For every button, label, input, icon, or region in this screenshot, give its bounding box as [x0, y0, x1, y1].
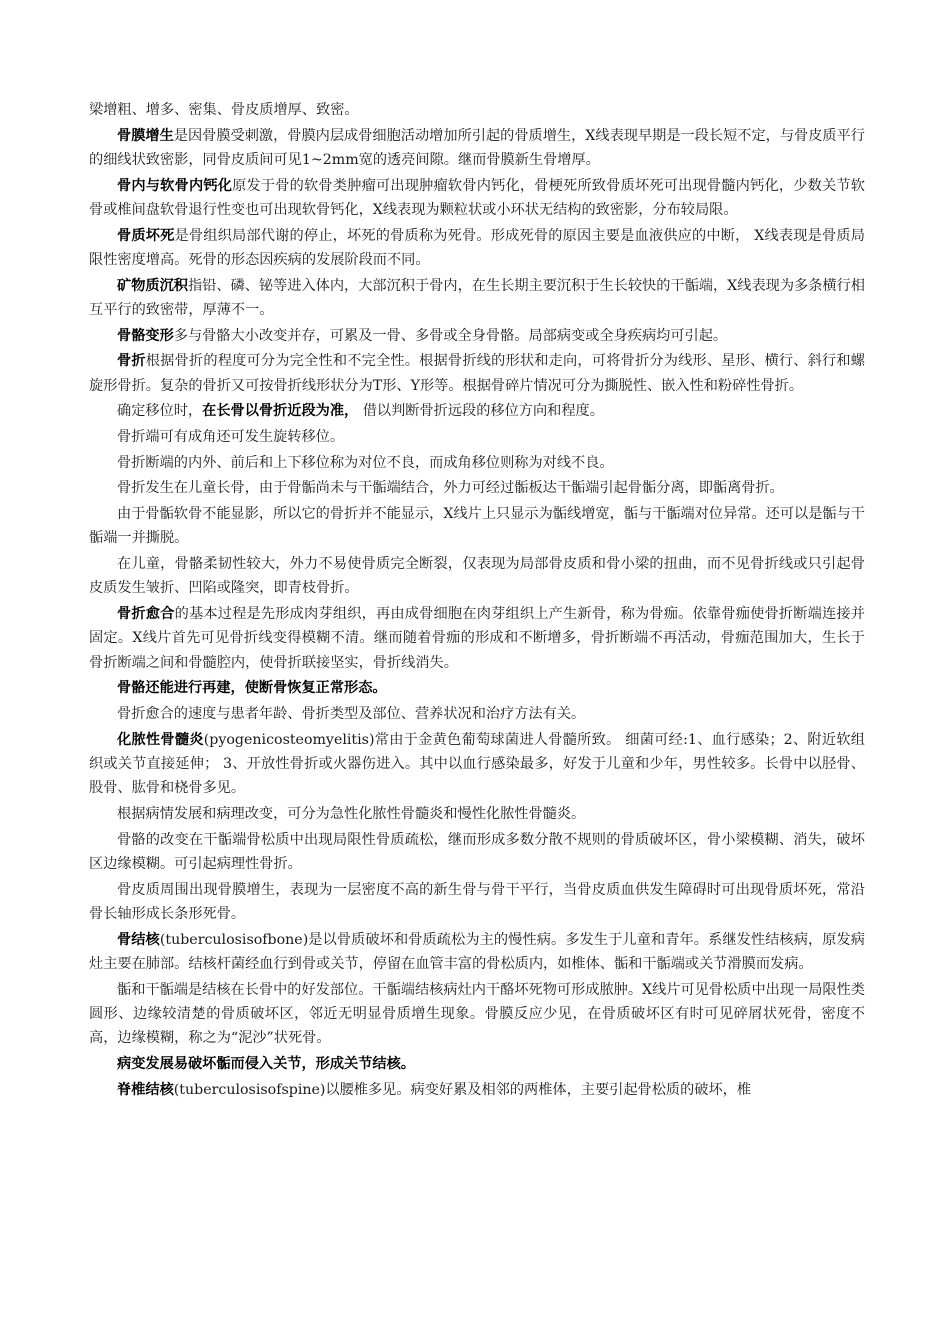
paragraph [89, 1052, 865, 1076]
paragraph [89, 324, 865, 348]
paragraph [89, 502, 865, 551]
paragraph [89, 174, 865, 223]
text-run: 的基本过程是先形成肉芽组织，再由成骨细胞在肉芽组织上产生新骨，称为骨痂。依靠骨痂使骨折断端连接并固定。X线片首先可见骨折线变得模糊不清。继而随着骨痂的形成和不断增多，骨折断端不再活动，骨痂范围加大，生长于骨折断端之间和骨髓腔内，使骨折联接坚实，骨折线消失。 [89, 606, 865, 671]
paragraph [89, 728, 865, 801]
bold-term: 骨膜增生 [117, 127, 174, 144]
text-run: 多与骨骼大小改变并存，可累及一骨、多骨或全身骨骼。局部病变或全身疾病均可引起。 [173, 327, 728, 344]
text-run: 骨折愈合的速度与患者年龄、骨折类型及部位、营养状况和治疗方法有关。 [117, 705, 586, 722]
paragraph [89, 476, 865, 500]
bold-term: 在长骨以骨折近段为准， [202, 403, 359, 420]
text-run: 原发于骨的软骨类肿瘤可出现肿瘤软骨内钙化，骨梗死所致骨质坏死可出现骨髓内钙化，少数关节软骨或椎间盘软骨退行性变也可出现软骨钙化，X线表现为颗粒状或小环状无结构的致密影，分布较局限。 [89, 177, 865, 218]
paragraph [89, 552, 865, 601]
paragraph [89, 676, 865, 700]
text-run: (tuberculosisofspine)以腰椎多见。病变好累及相邻的两椎体，主要引起骨松质的破坏，椎 [173, 1081, 752, 1098]
bold-term: 病变发展易破坏骺而侵入关节，形成关节结核。 [117, 1055, 415, 1072]
paragraph [89, 978, 865, 1051]
paragraph [89, 224, 865, 273]
paragraph [89, 399, 865, 423]
bold-term: 骨内与软骨内钙化 [117, 177, 233, 194]
text-run: (tuberculosisofbone)是以骨质破坏和骨质疏松为主的慢性病。多发生于儿童和青年。系继发性结核病，原发病灶主要在肺部。结核杆菌经血行到骨或关节，停留在血管丰富的骨松质内，如椎体、骺和干骺端或关节滑膜而发病。 [89, 931, 865, 972]
bold-term: 骨结核 [117, 931, 160, 948]
bold-term: 骨骼变形 [117, 327, 174, 344]
paragraph [89, 1078, 865, 1102]
paragraph [89, 98, 865, 122]
text-run: 骨骼的改变在干骺端骨松质中出现局限性骨质疏松，继而形成多数分散不规则的骨质破坏区，骨小梁模糊、消失，破坏区边缘模糊。可引起病理性骨折。 [89, 831, 865, 872]
paragraph [89, 274, 865, 323]
paragraph [89, 878, 865, 927]
text-run: 骨皮质周围出现骨膜增生，表现为一层密度不高的新生骨与骨干平行，当骨皮质血供发生障碍时可出现骨质坏死，常沿骨长轴形成长条形死骨。 [89, 881, 865, 922]
paragraph [89, 425, 865, 449]
text-run: 骨折断端的内外、前后和上下移位称为对位不良，而成角移位则称为对线不良。 [117, 454, 614, 471]
text-run: 是骨组织局部代谢的停止，坏死的骨质称为死骨。形成死骨的原因主要是血液供应的中断， X线表现是骨质局限性密度增高。死骨的形态因疾病的发展阶段而不同。 [89, 227, 865, 268]
text-run: 梁增粗、增多、密集、骨皮质增厚、致密。 [89, 102, 359, 118]
bold-term: 骨折愈合 [117, 606, 175, 623]
paragraph [89, 451, 865, 475]
paragraph [89, 828, 865, 877]
paragraph [89, 928, 865, 977]
text-run: 根据骨折的程度可分为完全性和不完全性。根据骨折线的形状和走向，可将骨折分为线形、星形、横行、斜行和螺旋形骨折。复杂的骨折又可按骨折线形状分为T形、Y形等。根据骨碎片情况可分为撕脱性、嵌入性和粉碎性骨折。 [89, 353, 865, 394]
text-run: (pyogenicosteomyelitis)常由于金黄色葡萄球菌进人骨髓所致。 细菌可经:1、血行感染；2、附近软组织或关节直接延伸； 3、开放性骨折或火器伤进入。其中以血行感染最多，好发于儿童和少年，男性较多。长骨中以胫骨、股骨、肱骨和桡骨多见。 [89, 731, 865, 797]
paragraph [89, 124, 865, 173]
text-run: 借以判断骨折远段的移位方向和程度。 [358, 403, 604, 420]
text-run: 根据病情发展和病理改变，可分为急性化脓性骨髓炎和慢性化脓性骨髓炎。 [117, 805, 586, 822]
paragraph [89, 802, 865, 826]
paragraph [89, 602, 865, 675]
paragraph [89, 349, 865, 398]
bold-term: 骨折 [117, 353, 146, 370]
text-run: 骺和干骺端是结核在长骨中的好发部位。干骺端结核病灶内干酪坏死物可形成脓肿。X线片可见骨松质中出现一局限性类圆形、边缘较清楚的骨质破坏区，邻近无明显骨质增生现象。骨膜反应少见，在骨质破坏区有时可见碎屑状死骨，密度不高，边缘模糊，称之为“泥沙”状死骨。 [89, 981, 865, 1047]
document-page [89, 98, 865, 1103]
text-run: 是因骨膜受刺激，骨膜内层成骨细胞活动增加所引起的骨质增生，X线表现早期是一段长短不定，与骨皮质平行的细线状致密影，同骨皮质间可见1~2mm宽的透亮间隙。继而骨膜新生骨增厚。 [89, 127, 865, 168]
text-run: 骨折发生在儿童长骨，由于骨骺尚未与干骺端结合，外力可经过骺板达干骺端引起骨骺分离，即骺离骨折。 [117, 480, 784, 497]
text-run: 由于骨骺软骨不能显影，所以它的骨折并不能显示，X线片上只显示为骺线增宽，骺与干骺端对位异常。还可以是骺与干骺端一并撕脱。 [89, 506, 865, 547]
bold-term: 脊椎结核 [117, 1081, 174, 1098]
bold-term: 骨骼还能进行再建，使断骨恢复正常形态。 [117, 680, 387, 697]
bold-term: 矿物质沉积 [117, 277, 188, 294]
text-run: 指铅、磷、铋等进入体内，大部沉积于骨内，在生长期主要沉积于生长较快的干骺端，X线表现为多条横行相互平行的致密带，厚薄不一。 [89, 277, 865, 318]
bold-term: 化脓性骨髓炎 [117, 731, 204, 748]
text-run: 在儿童，骨骼柔韧性较大，外力不易使骨质完全断裂，仅表现为局部骨皮质和骨小梁的扭曲，而不见骨折线或只引起骨皮质发生皱折、凹陷或隆突，即青枝骨折。 [89, 556, 865, 597]
paragraph [89, 702, 865, 726]
bold-term: 骨质坏死 [117, 227, 175, 244]
text-run: 骨折端可有成角还可发生旋转移位。 [117, 428, 345, 445]
text-run: 确定移位时， [117, 403, 203, 420]
